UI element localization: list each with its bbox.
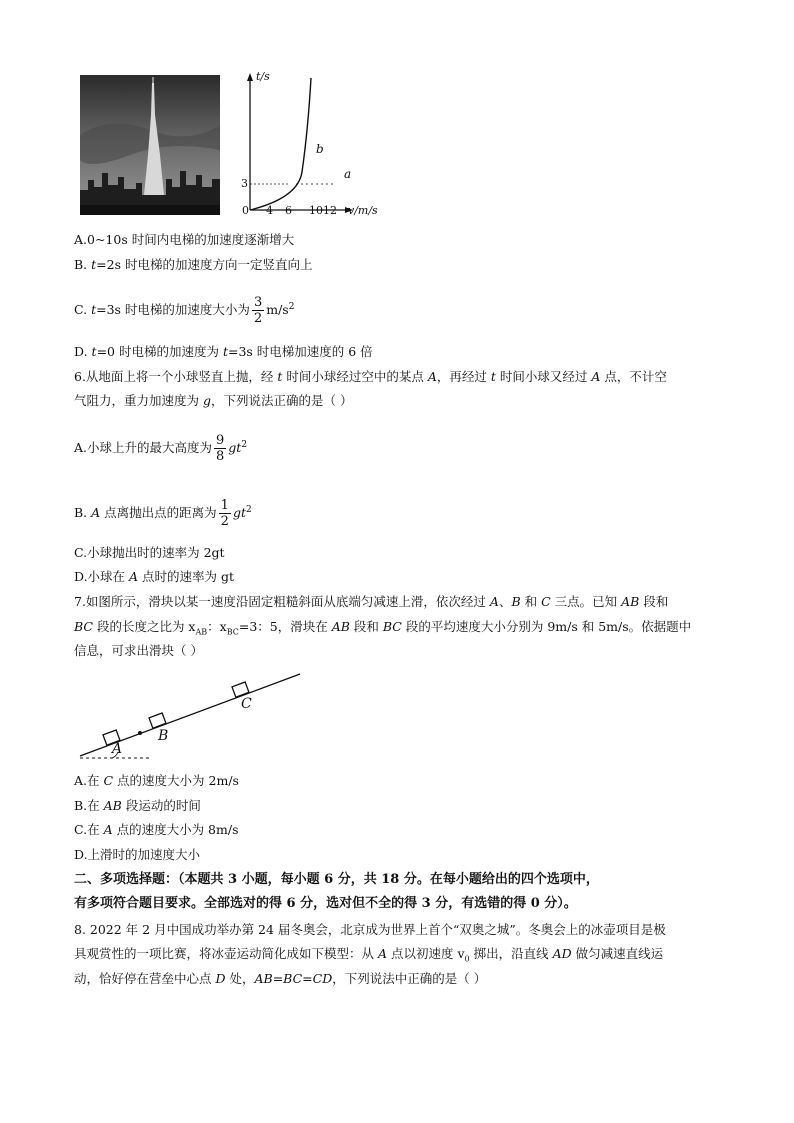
velocity-time-graph — [236, 70, 386, 220]
section-2-heading-line2: 有多项符合题目要求。全部选对的得 6 分，选对但不全的得 3 分，有选错的得 0 分）。 — [74, 896, 577, 911]
q5-option-d: D. t=0 时电梯的加速度为 t=3s 时电梯加速度的 6 倍 — [74, 344, 373, 359]
graph-x-label: v/m/s — [348, 204, 378, 217]
graph-origin-label: 0 — [242, 204, 249, 217]
q7-stem-line3: 信息，可求出滑块（ ） — [74, 643, 203, 658]
q7-option-a: A.在 C 点的速度大小为 2m/s — [74, 773, 239, 788]
q6-b-fraction: $\frac{1}{2}$ — [220, 498, 229, 530]
graph-line-label-a: a — [344, 167, 352, 181]
q5-c-fraction: $\frac{3}{2}$ — [253, 295, 263, 327]
graph-tick-x-4: 4 — [266, 204, 273, 217]
q8-stem-line1: 8. 2022 年 2 月中国成功举办第 24 届冬奥会，北京成为世界上首个“双奥之城”。冬奥会上的冰壶项目是极 — [74, 922, 666, 937]
q6-stem-line2: 气阻力，重力加速度为 g，下列说法正确的是（ ） — [74, 393, 353, 408]
incline-figure — [76, 670, 306, 770]
graph-tick-x-6: 6 — [285, 204, 292, 217]
q7-stem-line2: BC 段的长度之比为 $x_{AB}$：$x_{BC}=3$：5，滑块在 AB 段和 BC 段的平均速度大小分别为 9m/s 和 5m/s。依据题中 — [74, 619, 692, 637]
block-at-b — [149, 713, 166, 728]
q5-option-b: B. t=2s 时电梯的加速度方向一定竖直向上 — [74, 257, 313, 272]
q7-option-b: B.在 AB 段运动的时间 — [74, 798, 201, 813]
incline-label-b: B — [158, 728, 169, 744]
graph-tick-y-3: 3 — [241, 177, 248, 190]
graph-y-label: t/s — [256, 70, 270, 83]
block-at-c — [232, 682, 249, 697]
q6-option-d: D.小球在 A 点时的速率为 gt — [74, 569, 235, 584]
q5-option-a: A.0~10s 时间内电梯的加速度逐渐增大 — [74, 232, 295, 247]
graph-tick-x-1012: 1012 — [309, 204, 337, 217]
point-marker — [138, 731, 142, 735]
incline-label-a: A — [112, 741, 123, 757]
y-axis-arrow-icon — [247, 73, 253, 81]
q6-option-a: A.小球上升的最大高度为 $\frac{9}{8}$ $gt^2$ — [74, 433, 248, 465]
q6-stem-line1: 6.从地面上将一个小球竖直上抛，经 t 时间小球经过空中的某点 A，再经过 t 时间小球又经过 A 点，不计空 — [74, 369, 667, 384]
q8-stem-line3: 动，恰好停在营垒中心点 D 处，AB=BC=CD，下列说法中正确的是（ ） — [74, 971, 487, 986]
q5-option-c: C. t=3s 时电梯的加速度大小为 $\frac{3}{2}$ $m/s^2$ — [74, 295, 295, 327]
q7-option-c: C.在 A 点的速度大小为 8m/s — [74, 822, 239, 837]
q7-option-d: D.上滑时的加速度大小 — [74, 847, 201, 862]
q6-option-b: B. A 点离抛出点的距离为 $\frac{1}{2}$ $gt^2$ — [74, 498, 252, 530]
curve-b — [250, 78, 311, 210]
tower-photo — [80, 75, 220, 215]
q6-a-fraction: $\frac{9}{8}$ — [216, 433, 225, 465]
tower-photo-drawing — [80, 75, 220, 215]
q8-stem-line2: 具观赏性的一项比赛，将冰壶运动简化成如下模型：从 A 点以初速度 $v_0$ 掷出，沿直线 AD 做匀减速直线运 — [74, 946, 664, 964]
q6-option-c: C.小球抛出时的速率为 2gt — [74, 545, 225, 560]
incline-label-c: C — [241, 696, 252, 712]
q7-stem-line1: 7.如图所示，滑块以某一速度沿固定粗糙斜面从底端匀减速上滑，依次经过 A、B 和 C 三点。已知 AB 段和 — [74, 594, 669, 609]
section-2-heading-line1: 二、多项选择题：（本题共 3 小题，每小题 6 分，共 18 分。在每小题给出的四个选项中， — [74, 872, 599, 887]
graph-curve-label-b: b — [316, 142, 324, 156]
